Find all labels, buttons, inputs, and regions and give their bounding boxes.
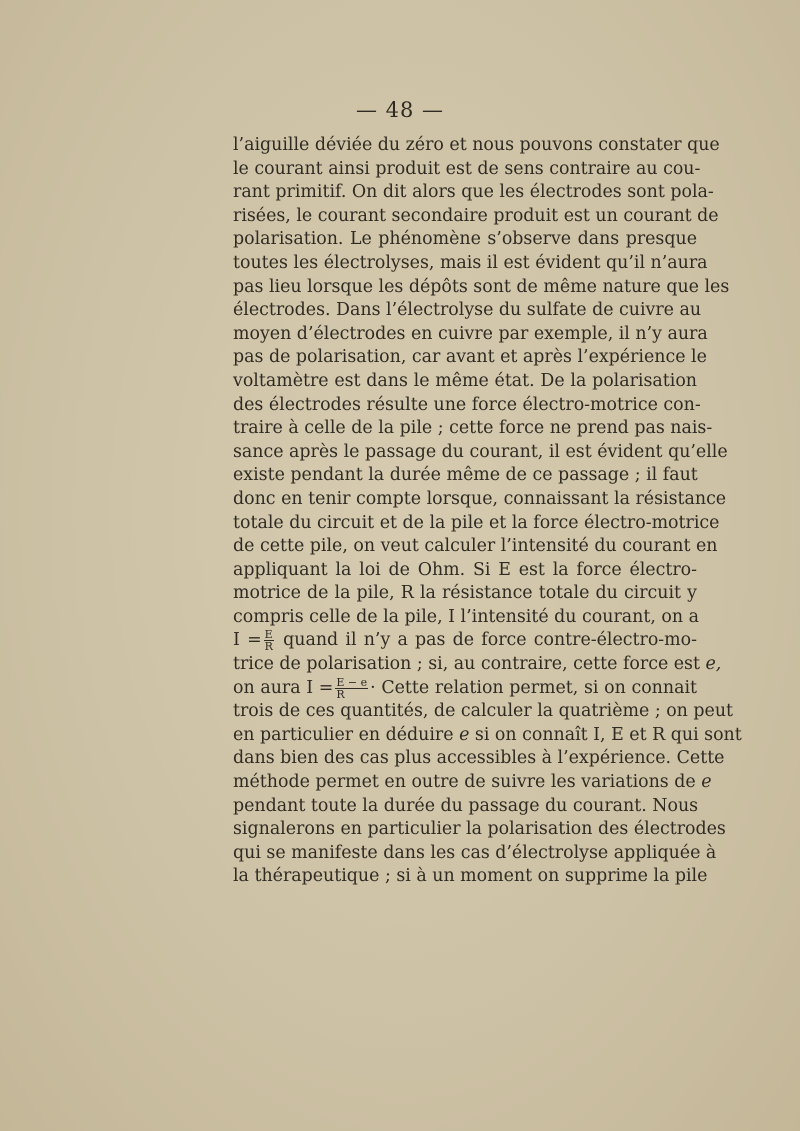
text-line: pendant toute la durée du passage du courant. Nous [233,795,699,816]
text-line: voltamètre est dans le même état. De la polarisation [233,370,697,391]
text-line: traire à celle de la pile ; cette force ne prend pas nais- [233,418,713,439]
fraction-numerator: E [264,628,273,642]
text-line: existe pendant la durée même de ce passage ; il faut [233,465,698,486]
text-line: totale du circuit et de la pile et la force électro-motrice [233,512,720,533]
variable-e: e [701,772,712,793]
fraction-e-minus-e-over-r [335,677,368,700]
formula-rest: quand il n’y a pas de force contre-électro-mo- [283,630,697,651]
formula-rest: · Cette relation permet, si on connait [370,677,697,698]
text-line: qui se manifeste dans les cas d’électrolyse appliquée à [233,842,717,863]
text-line: signalerons en particulier la polarisation des électrodes [233,819,726,840]
line-text: si on connaît I, E et R qui sont [474,724,742,745]
fraction-denominator: R [264,640,273,654]
text-line: la thérapeutique ; si à un moment on supprime la pile [233,866,708,887]
text-line: de cette pile, on veut calculer l’intensité du courant en [233,536,718,557]
variable-e: e [459,724,470,745]
text-line: des électrodes résulte une force électro-motrice con- [233,394,701,415]
text-line: polarisation. Le phénomène s’observe dans presque [233,229,697,250]
text-line: compris celle de la pile, I l’intensité du courant, on a [233,606,699,627]
line-text: méthode permet en outre de suivre les variations de [233,772,696,793]
fraction-e-over-r [264,629,274,652]
fraction-numerator: E − e [336,675,368,689]
text-line: électrodes. Dans l’électrolyse du sulfate de cuivre au [233,300,702,321]
fraction-denominator: R [336,687,345,701]
text-line [233,724,742,748]
formula-line-ohm [233,629,697,653]
text-line: sance après le passage du courant, il est évident qu’elle [233,441,728,462]
text-line: le courant ainsi produit est de sens contraire au cou- [233,158,701,179]
line-text: en particulier en déduire [233,724,454,745]
formula-lhs: on aura I = [233,677,334,698]
formula-lhs: I = [233,630,262,651]
text-line: moyen d’électrodes en cuivre par exemple, il n’y aura [233,323,708,344]
text-line: donc en tenir compte lorsque, connaissant la résistance [233,488,727,509]
text-line: dans bien des cas plus accessibles à l’expérience. Cette [233,748,725,769]
page-number: — 48 — [355,98,445,122]
text-line [233,771,712,795]
text-line: l’aiguille déviée du zéro et nous pouvons constater que [233,135,720,155]
text-line: pas de polarisation, car avant et après l’expérience le [233,347,707,368]
variable-e: e, [705,654,722,675]
text-line: rant primitif. On dit alors que les électrodes sont pola- [233,182,714,203]
text-line: toutes les électrolyses, mais il est évident qu’il n’aura [233,252,708,273]
text-line: appliquant la loi de Ohm. Si E est la force électro- [233,559,697,580]
formula-line-polarisation [233,677,697,701]
body-text [233,134,742,889]
text-line: motrice de la pile, R la résistance totale du circuit y [233,583,697,604]
text-line: risées, le courant secondaire produit est un courant de [233,205,719,226]
text-line: trois de ces quantités, de calculer la quatrième ; on peut [233,701,734,722]
text-line: pas lieu lorsque les dépôts sont de même nature que les [233,276,730,297]
line-text: trice de polarisation ; si, au contraire, cette force est [233,654,700,675]
text-line [233,653,722,677]
